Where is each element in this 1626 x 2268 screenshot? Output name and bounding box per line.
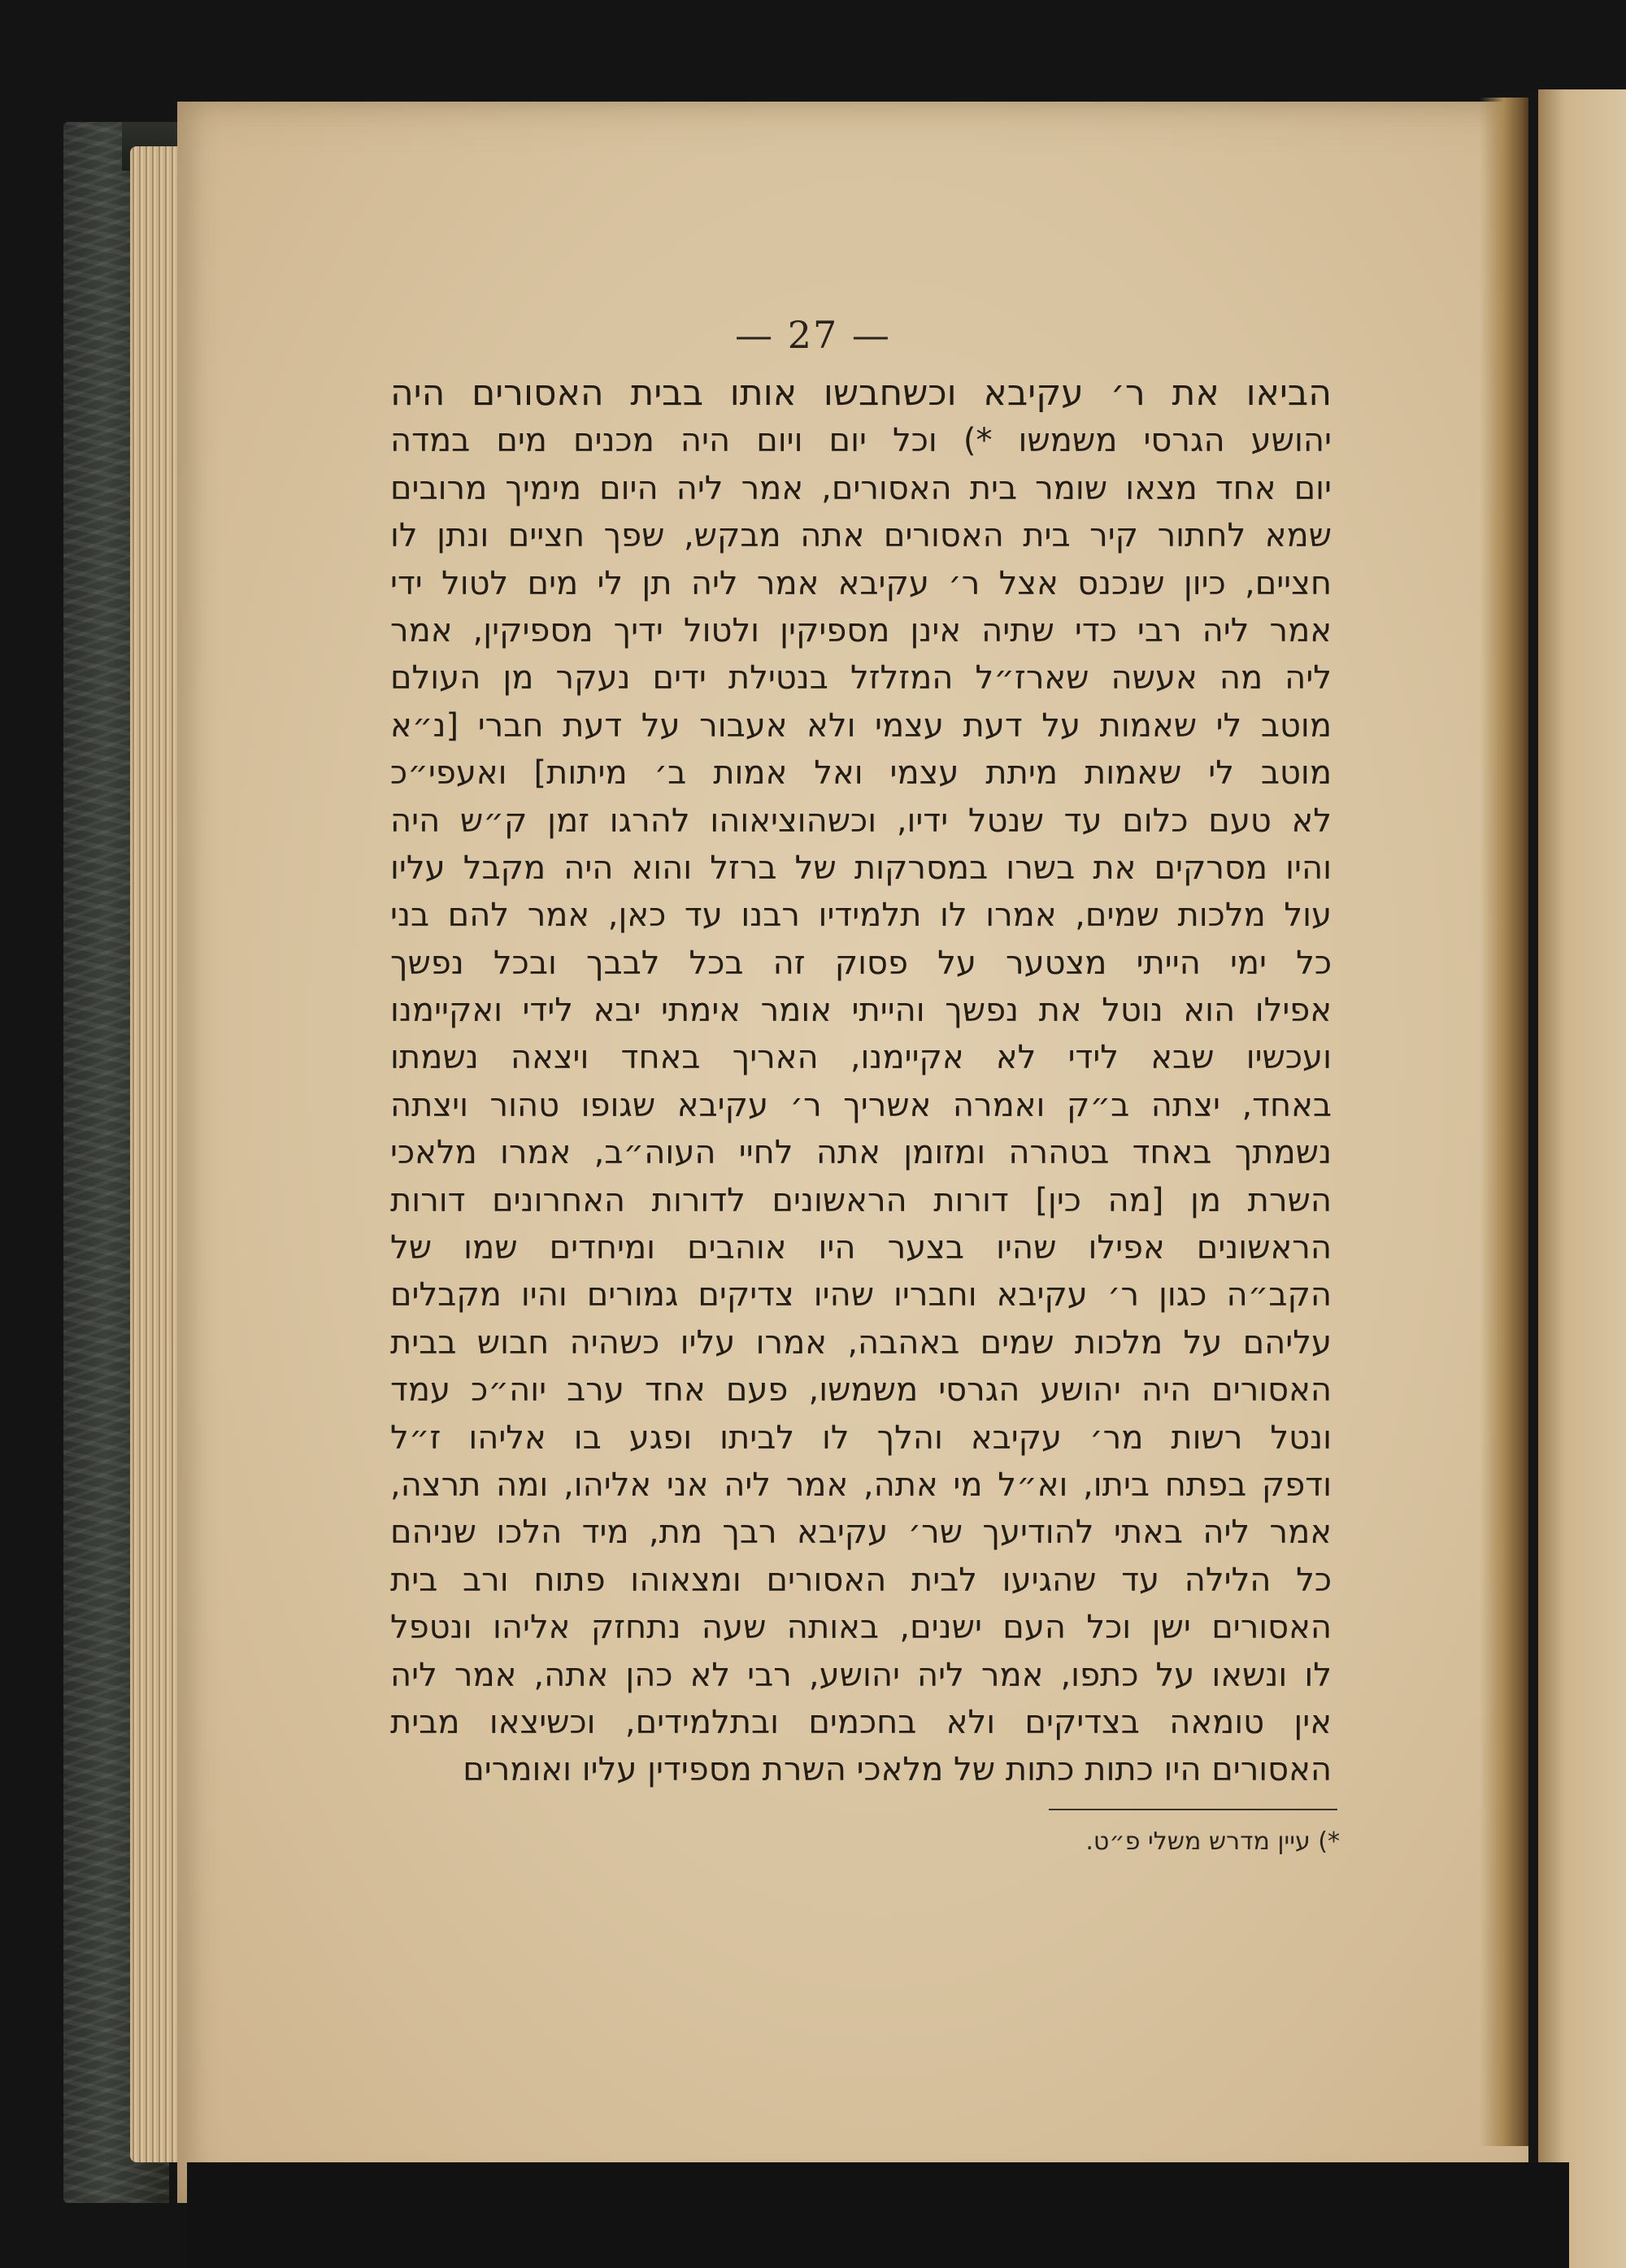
page-number: — 27 —: [735, 313, 891, 357]
text-line: כל ימי הייתי מצטער על פסוק זה בכל לבבך ובכל נפשך: [390, 944, 1332, 982]
text-line: באחד, יצתה ב״ק ואמרה אשריך ר׳ עקיבא שגופו טהור ויצתה: [390, 1086, 1332, 1124]
text-line: ונטל רשות מר׳ עקיבא והלך לו לביתו ופגע בו אליהו ז״ל: [390, 1419, 1332, 1457]
text-line: מוטב לי שאמות על דעת עצמי ולא אעבור על דעת חברי [נ״א: [390, 706, 1332, 745]
text-line: הביאו את ר׳ עקיבא וכשחבשו אותו בבית האסורים היה: [390, 372, 1332, 414]
text-line: השרת מן [מה כין] דורות הראשונים לדורות האחרונים דורות: [390, 1181, 1332, 1219]
text-line: נשמתך באחד בטהרה ומזומן אתה לחיי העוה״ב, אמרו מלאכי: [390, 1134, 1332, 1172]
text-line: אפילו הוא נוטל את נפשך והייתי אומר אימתי יבא לידי ואקיימנו: [390, 992, 1332, 1030]
text-line: שמא לחתור קיר בית האסורים אתה מבקש, שפך חציים ונתן לו: [390, 517, 1332, 555]
body-text: [390, 370, 1332, 1794]
text-line: אין טומאה בצדיקים ולא בחכמים ובתלמידים, וכשיצאו מבית: [390, 1703, 1332, 1741]
text-line: אמר ליה רבי כדי שתיה אינן מספיקין ולטול ידיך מספיקין, אמר: [390, 611, 1332, 650]
page-gutter-shadow: [1480, 98, 1533, 2146]
text-line: הראשונים אפילו שהיו בצער היו אוהבים ומיחדים שמו של: [390, 1229, 1332, 1267]
text-line: ועכשיו שבא לידי לא אקיימנו, האריך באחד ויצאה נשמתו: [390, 1039, 1332, 1077]
text-line: לו ונשאו על כתפו, אמר ליה יהושע, רבי לא כהן אתה, אמר ליה: [390, 1656, 1332, 1694]
text-line: חציים, כיון שנכנס אצל ר׳ עקיבא אמר ליה תן לי מים לטול ידי: [390, 564, 1332, 602]
facing-page-edge: [1538, 89, 1626, 2268]
text-line: יהושע הגרסי משמשו *) וכל יום ויום היה מכנים מים במדה: [390, 422, 1332, 460]
footnote-divider: [1049, 1809, 1337, 1810]
text-line: עליהם על מלכות שמים באהבה, אמרו עליו כשהיה חבוש בבית: [390, 1323, 1332, 1362]
text-line: ודפק בפתח ביתו, וא״ל מי אתה, אמר ליה אני אליהו, ומה תרצה,: [390, 1466, 1332, 1504]
text-line: הקב״ה כגון ר׳ עקיבא וחבריו שהיו צדיקים גמורים והיו מקבלים: [390, 1276, 1332, 1314]
text-line: והיו מסרקים את בשרו במסרקות של ברזל והוא היה מקבל עליו: [390, 849, 1332, 887]
text-line: ליה מה אעשה שארז״ל המזלזל בנטילת ידים נעקר מן העולם: [390, 659, 1332, 697]
book-cover-bottom: [187, 2162, 1569, 2268]
text-line: האסורים ישן וכל העם ישנים, באותה שעה נתחזק אליהו ונטפל: [390, 1609, 1332, 1647]
text-line: כל הלילה עד שהגיעו לבית האסורים ומצאוהו פתוח ורב בית: [390, 1561, 1332, 1599]
text-line: האסורים היה יהושע הגרסי משמשו, פעם אחד ערב יוה״כ עמד: [390, 1371, 1332, 1410]
text-line: אמר ליה באתי להודיעך שר׳ עקיבא רבך מת, מיד הלכו שניהם: [390, 1514, 1332, 1552]
footnote: *) עיין מדרש משלי פ״ט.: [1085, 1827, 1340, 1856]
text-line: האסורים היו כתות כתות של מלאכי השרת מספידין עליו ואומרים: [463, 1751, 1332, 1789]
text-line: מוטב לי שאמות מיתת עצמי ואל אמות ב׳ מיתות] ואעפי״כ: [390, 754, 1332, 793]
text-line: לא טעם כלום עד שנטל ידיו, וכשהוציאוהו להרגו זמן ק״ש היה: [390, 802, 1332, 840]
text-line: עול מלכות שמים, אמרו לו תלמידיו רבנו עד כאן, אמר להם בני: [390, 897, 1332, 935]
text-line: יום אחד מצאו שומר בית האסורים, אמר ליה היום מימיך מרובים: [390, 469, 1332, 507]
